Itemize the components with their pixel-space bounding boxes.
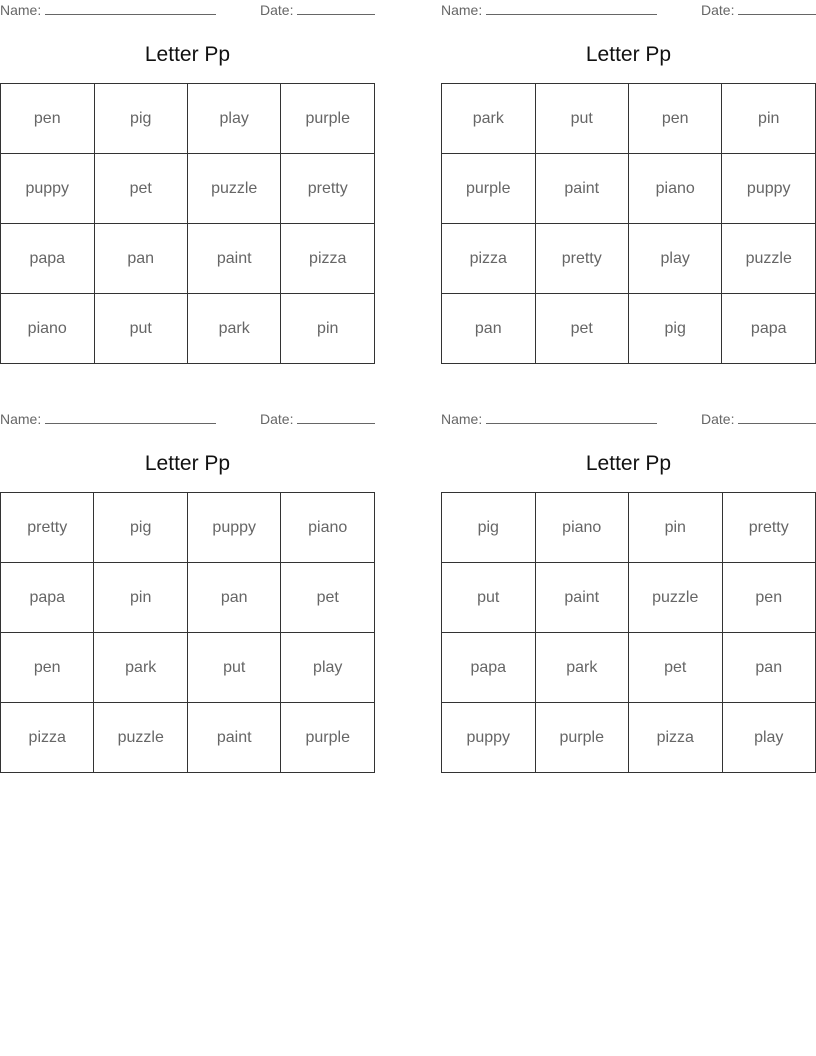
grid-row xyxy=(442,633,816,703)
grid-row xyxy=(1,154,375,224)
bingo-card xyxy=(441,0,816,365)
card-title: Letter Pp xyxy=(144,452,231,475)
grid-cell: put xyxy=(442,563,536,633)
grid-cell: park xyxy=(442,84,536,154)
date-blank-line xyxy=(297,2,375,15)
grid-cell: pin xyxy=(281,294,375,364)
grid-cell: pizza xyxy=(1,703,94,773)
grid-row xyxy=(442,154,816,224)
grid-cell: pet xyxy=(94,154,187,224)
grid-cell: pretty xyxy=(722,493,816,563)
grid-cell: pretty xyxy=(1,493,94,563)
grid-row xyxy=(442,703,816,773)
grid-cell: play xyxy=(281,633,375,703)
grid-cell: pig xyxy=(442,493,536,563)
grid-cell: pen xyxy=(722,563,816,633)
grid-cell: pan xyxy=(94,224,187,294)
grid-row xyxy=(1,633,375,703)
name-label: Name: xyxy=(441,2,483,18)
grid-cell: puppy xyxy=(187,493,281,563)
grid-cell: pizza xyxy=(281,224,375,294)
grid-cell: pin xyxy=(94,563,188,633)
name-label: Name: xyxy=(441,411,483,427)
grid-cell: put xyxy=(187,633,281,703)
grid-cell: pan xyxy=(187,563,281,633)
grid-cell: paint xyxy=(535,154,628,224)
grid-cell: pen xyxy=(628,84,721,154)
name-label: Name: xyxy=(0,411,42,427)
name-field xyxy=(441,411,657,427)
grid-cell: pig xyxy=(94,493,188,563)
date-blank-line xyxy=(297,411,375,424)
grid-cell: pet xyxy=(281,563,375,633)
grid-cell: puzzle xyxy=(187,154,281,224)
bingo-grid xyxy=(0,492,375,773)
bingo-grid xyxy=(441,492,816,773)
grid-cell: put xyxy=(94,294,187,364)
grid-cell: pan xyxy=(442,294,536,364)
grid-row xyxy=(1,84,375,154)
grid-cell: papa xyxy=(1,224,95,294)
bingo-grid xyxy=(441,83,816,364)
name-blank-line xyxy=(486,2,657,15)
grid-cell: pizza xyxy=(629,703,723,773)
grid-cell: papa xyxy=(1,563,94,633)
grid-row xyxy=(1,493,375,563)
grid-cell: purple xyxy=(281,703,375,773)
name-label: Name: xyxy=(0,2,42,18)
grid-cell: pin xyxy=(629,493,723,563)
card-title: Letter Pp xyxy=(585,452,672,475)
grid-cell: pretty xyxy=(535,224,628,294)
card-title: Letter Pp xyxy=(585,43,672,66)
grid-cell: pizza xyxy=(442,224,536,294)
grid-cell: park xyxy=(94,633,188,703)
card-title: Letter Pp xyxy=(144,43,231,66)
grid-cell: pen xyxy=(1,84,95,154)
grid-cell: purple xyxy=(281,84,375,154)
grid-cell: play xyxy=(722,703,816,773)
bingo-card xyxy=(441,409,816,774)
grid-cell: paint xyxy=(187,703,281,773)
grid-cell: paint xyxy=(187,224,281,294)
grid-cell: puzzle xyxy=(722,224,816,294)
grid-cell: piano xyxy=(281,493,375,563)
grid-cell: pen xyxy=(1,633,94,703)
grid-cell: park xyxy=(535,633,629,703)
grid-cell: papa xyxy=(722,294,816,364)
grid-cell: play xyxy=(187,84,281,154)
grid-row xyxy=(442,563,816,633)
grid-cell: purple xyxy=(535,703,629,773)
grid-cell: puppy xyxy=(1,154,95,224)
grid-cell: puzzle xyxy=(629,563,723,633)
date-field xyxy=(260,2,375,18)
grid-row xyxy=(442,493,816,563)
bingo-card xyxy=(0,409,375,774)
grid-cell: piano xyxy=(535,493,629,563)
grid-cell: pet xyxy=(629,633,723,703)
grid-cell: put xyxy=(535,84,628,154)
grid-cell: pretty xyxy=(281,154,375,224)
date-field xyxy=(260,411,375,427)
grid-cell: paint xyxy=(535,563,629,633)
date-label: Date: xyxy=(701,2,735,18)
grid-row xyxy=(442,294,816,364)
date-label: Date: xyxy=(260,411,294,427)
date-field xyxy=(701,2,816,18)
grid-row xyxy=(1,224,375,294)
date-blank-line xyxy=(738,411,816,424)
grid-row xyxy=(442,224,816,294)
name-field xyxy=(0,2,216,18)
name-field xyxy=(0,411,216,427)
grid-cell: park xyxy=(187,294,281,364)
grid-row xyxy=(1,703,375,773)
date-label: Date: xyxy=(701,411,735,427)
grid-cell: pig xyxy=(628,294,721,364)
grid-row xyxy=(442,84,816,154)
grid-cell: play xyxy=(628,224,721,294)
grid-cell: piano xyxy=(1,294,95,364)
date-field xyxy=(701,411,816,427)
grid-cell: piano xyxy=(628,154,721,224)
date-blank-line xyxy=(738,2,816,15)
grid-cell: papa xyxy=(442,633,536,703)
name-blank-line xyxy=(45,2,216,15)
grid-row xyxy=(1,563,375,633)
grid-cell: pet xyxy=(535,294,628,364)
grid-cell: puzzle xyxy=(94,703,188,773)
date-label: Date: xyxy=(260,2,294,18)
bingo-grid xyxy=(0,83,375,364)
grid-cell: puppy xyxy=(722,154,816,224)
bingo-card xyxy=(0,0,375,365)
name-blank-line xyxy=(486,411,657,424)
grid-cell: purple xyxy=(442,154,536,224)
name-field xyxy=(441,2,657,18)
grid-cell: pan xyxy=(722,633,816,703)
grid-cell: pin xyxy=(722,84,816,154)
name-blank-line xyxy=(45,411,216,424)
grid-cell: puppy xyxy=(442,703,536,773)
grid-row xyxy=(1,294,375,364)
grid-cell: pig xyxy=(94,84,187,154)
